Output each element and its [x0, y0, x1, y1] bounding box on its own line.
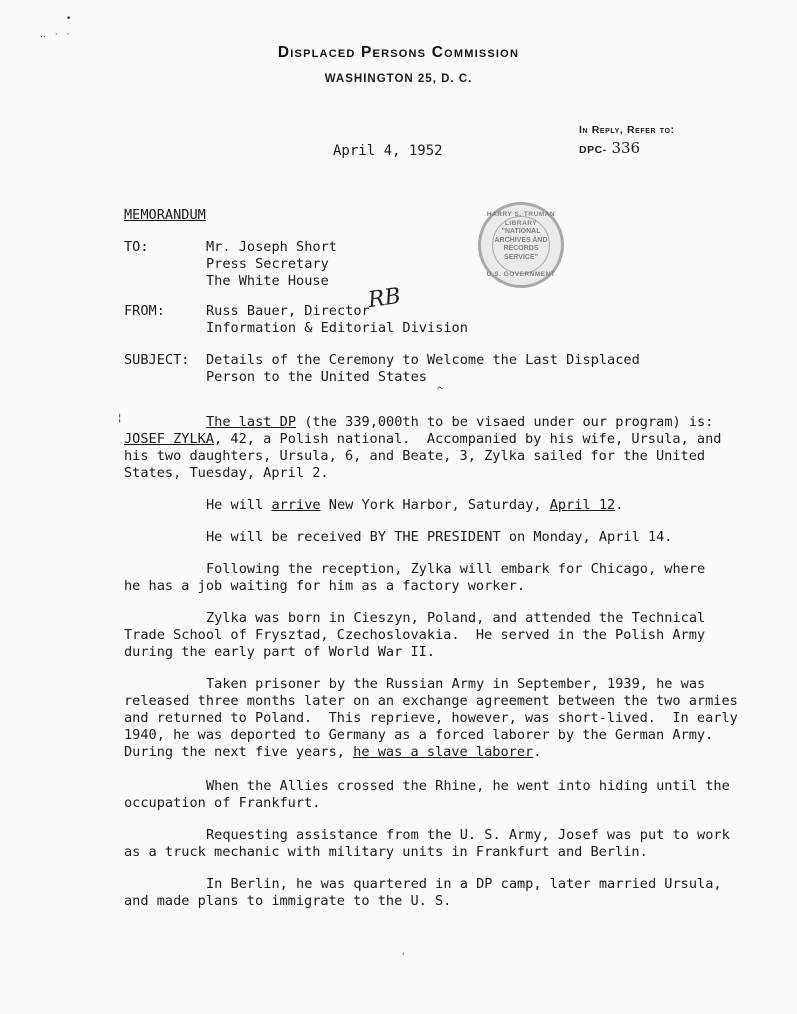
body-line: he has a job waiting for him as a factory worker. [124, 578, 526, 594]
stamp-bottom-text: U.S. GOVERNMENT [486, 270, 556, 278]
body-line: and returned to Poland. This reprieve, however, was short-lived. In early [124, 710, 738, 726]
body-text: . [533, 744, 542, 760]
letterhead-address: WASHINGTON 25, D. C. [324, 73, 473, 85]
body-text: (the 339,000th to be visaed under our program) is: [296, 414, 714, 430]
body-line: Following the reception, Zylka will embark for Chicago, where [206, 561, 706, 577]
body-line: during the early part of World War II. [124, 644, 435, 660]
stray-mark: ^ [436, 386, 444, 396]
underlined-text: he was a slave laborer [353, 744, 534, 760]
to-line: The White House [206, 273, 329, 289]
underlined-text: arrive [271, 497, 321, 513]
reply-prefix: DPC- [579, 144, 607, 156]
body-line: his two daughters, Ursula, 6, and Beate, 3, Zylka sailed for the United [124, 448, 706, 464]
reply-reference-label: In Reply, Refer to: [579, 124, 675, 136]
body-line: When the Allies crossed the Rhine, he went into hiding until the [206, 778, 730, 794]
archive-stamp [478, 202, 564, 288]
body-text: During the next five years, [124, 744, 354, 760]
corner-mark: ‥ · · [40, 30, 73, 40]
letter-date: April 4, 1952 [333, 143, 443, 159]
body-line: Zylka was born in Cieszyn, Poland, and attended the Technical [206, 610, 706, 626]
corner-mark: • [66, 14, 72, 24]
body-line: Requesting assistance from the U. S. Army, Josef was put to work [206, 827, 730, 843]
underlined-name: JOSEF ZYLKA [124, 431, 215, 447]
body-line: occupation of Frankfurt. [124, 795, 321, 811]
memo-title: MEMORANDUM [124, 207, 206, 223]
body-line [124, 414, 713, 432]
body-line: Taken prisoner by the Russian Army in September, 1939, he was [206, 676, 706, 692]
body-line [124, 744, 541, 762]
stamp-line: RECORDS [503, 245, 539, 252]
reply-number: 336 [606, 139, 641, 157]
underlined-text: April 12 [549, 497, 616, 513]
stamp-line: SERVICE" [504, 253, 538, 261]
to-line: Press Secretary [206, 256, 329, 272]
body-line [124, 431, 721, 449]
body-line: as a truck mechanic with military units in Frankfurt and Berlin. [124, 844, 648, 860]
body-text: New York Harbor, Saturday, [320, 497, 550, 513]
letterhead-organization: Displaced Persons Commission [277, 44, 520, 61]
from-label: FROM: [124, 303, 165, 319]
body-text: . [615, 497, 624, 513]
body-line: States, Tuesday, April 2. [124, 465, 329, 481]
from-line: Russ Bauer, Director [206, 303, 370, 319]
body-line: He will be received BY THE PRESIDENT on Monday, April 14. [206, 529, 673, 545]
reply-reference-number [579, 139, 640, 157]
subject-line: Person to the United States [206, 369, 427, 385]
subject-label: SUBJECT: [124, 352, 190, 368]
body-line [124, 497, 623, 515]
margin-mark: ¦ [118, 413, 122, 424]
handwritten-initials: RB [366, 283, 403, 314]
body-text: , 42, a Polish national. Accompanied by his wife, Ursula, and [214, 431, 722, 447]
body-line: released three months later on an exchange agreement between the two armies [124, 693, 738, 709]
stamp-line: ARCHIVES AND [494, 236, 548, 244]
to-label: TO: [124, 239, 149, 255]
body-line: In Berlin, he was quartered in a DP camp, later married Ursula, [206, 876, 722, 892]
stamp-top-text: HARRY S. TRUMAN LIBRARY [486, 211, 556, 227]
body-text: He will [206, 497, 272, 513]
stray-mark: ' [402, 952, 405, 962]
underlined-text: The last DP [206, 414, 297, 430]
from-line: Information & Editorial Division [206, 320, 468, 336]
subject-line: Details of the Ceremony to Welcome the Last Displaced [206, 352, 640, 368]
to-line: Mr. Joseph Short [206, 239, 337, 255]
body-line: and made plans to immigrate to the U. S. [124, 893, 452, 909]
body-line: Trade School of Frysztad, Czechoslovakia. He served in the Polish Army [124, 627, 706, 643]
stamp-line: "NATIONAL [501, 228, 541, 235]
body-line: 1940, he was deported to Germany as a forced laborer by the German Army. [124, 727, 714, 743]
